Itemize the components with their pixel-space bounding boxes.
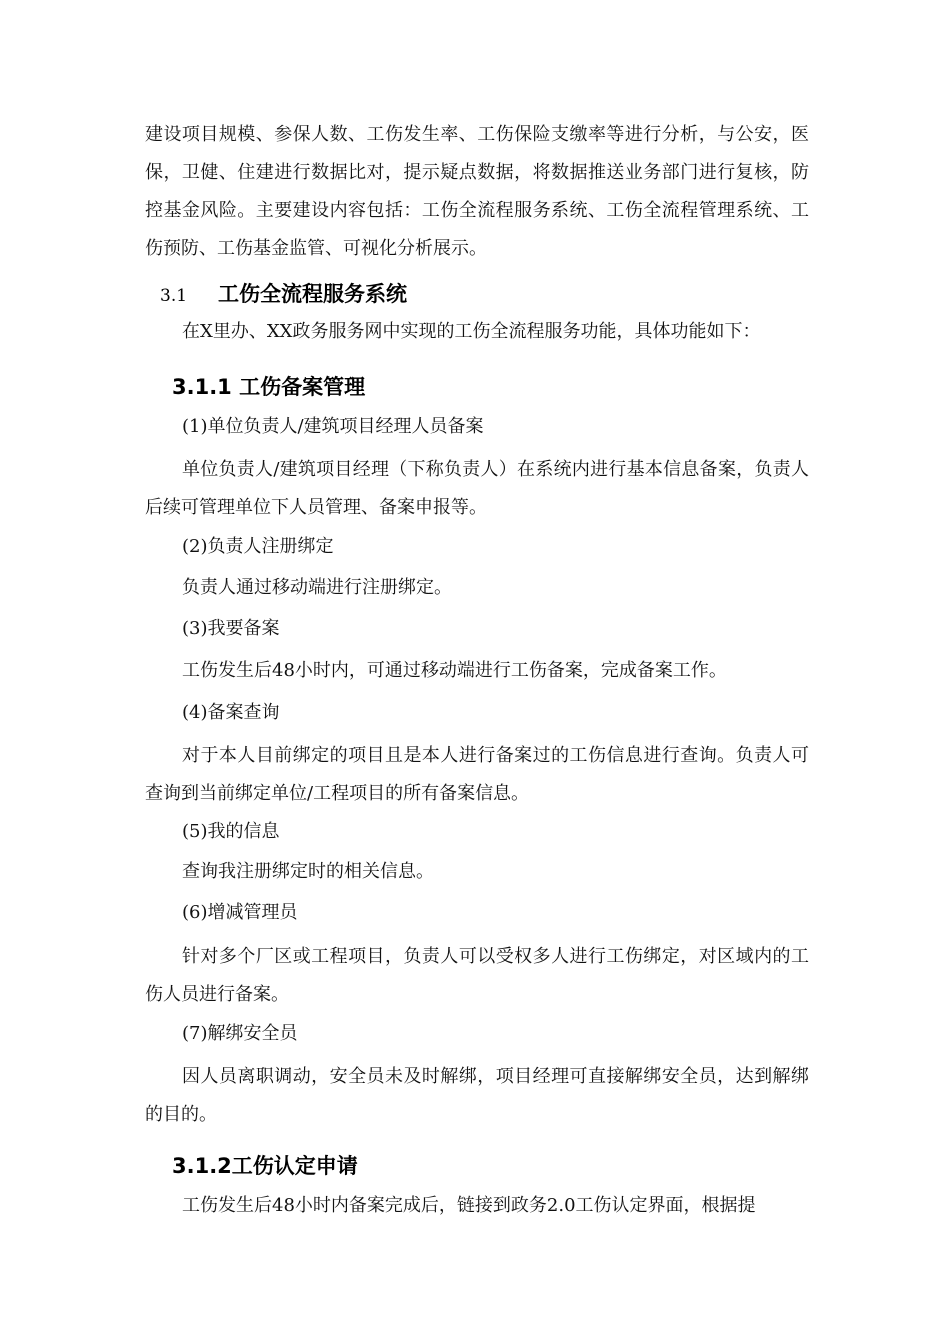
item-label: (2)负责人注册绑定 (182, 536, 334, 557)
section-3-1-2-text: 工伤发生后48小时内备案完成后，链接到政务2.0工伤认定界面，根据提 (182, 1195, 756, 1216)
item-text: 因人员离职调动，安全员未及时解绑，项目经理可直接解绑安全员，达到解绑的目的。 (145, 1066, 809, 1125)
item-label: (1)单位负责人/建筑项目经理人员备案 (182, 416, 484, 437)
section-3-1-heading (160, 280, 407, 310)
item-text: 对于本人目前绑定的项目且是本人进行备案过的工伤信息进行查询。负责人可查询到当前绑定单位/工程项目的所有备案信息。 (145, 745, 809, 804)
section-title: 工伤全流程服务系统 (218, 282, 407, 306)
item-text: 负责人通过移动端进行注册绑定。 (182, 577, 452, 598)
item-text: 针对多个厂区或工程项目，负责人可以受权多人进行工伤绑定，对区域内的工伤人员进行备案。 (145, 946, 809, 1005)
intro-paragraph: 建设项目规模、参保人数、工伤发生率、工伤保险支缴率等进行分析，与公安，医保，卫健、住建进行数据比对，提示疑点数据，将数据推送业务部门进行复核，防控基金风险。主要建设内容包括：工伤全流程服务系统、工伤全流程管理系统、工伤预防、工伤基金监管、可视化分析展示。 (145, 124, 809, 259)
item-label: (6)增减管理员 (182, 902, 298, 923)
item-text: 单位负责人/建筑项目经理（下称负责人）在系统内进行基本信息备案，负责人后续可管理单位下人员管理、备案申报等。 (145, 459, 809, 518)
item-label: (7)解绑安全员 (182, 1023, 298, 1044)
section-3-1-1-heading: 3.1.1 工伤备案管理 (172, 375, 366, 399)
item-label: (3)我要备案 (182, 618, 280, 639)
section-number: 3.1 (160, 286, 188, 306)
item-text: 工伤发生后48小时内，可通过移动端进行工伤备案，完成备案工作。 (182, 660, 727, 681)
item-label: (5)我的信息 (182, 821, 280, 842)
section-3-1-2-heading: 3.1.2工伤认定申请 (172, 1154, 358, 1178)
item-text: 查询我注册绑定时的相关信息。 (182, 861, 434, 882)
section-3-1-description: 在X里办、XX政务服务网中实现的工伤全流程服务功能，具体功能如下： (182, 321, 761, 342)
item-label: (4)备案查询 (182, 702, 280, 723)
